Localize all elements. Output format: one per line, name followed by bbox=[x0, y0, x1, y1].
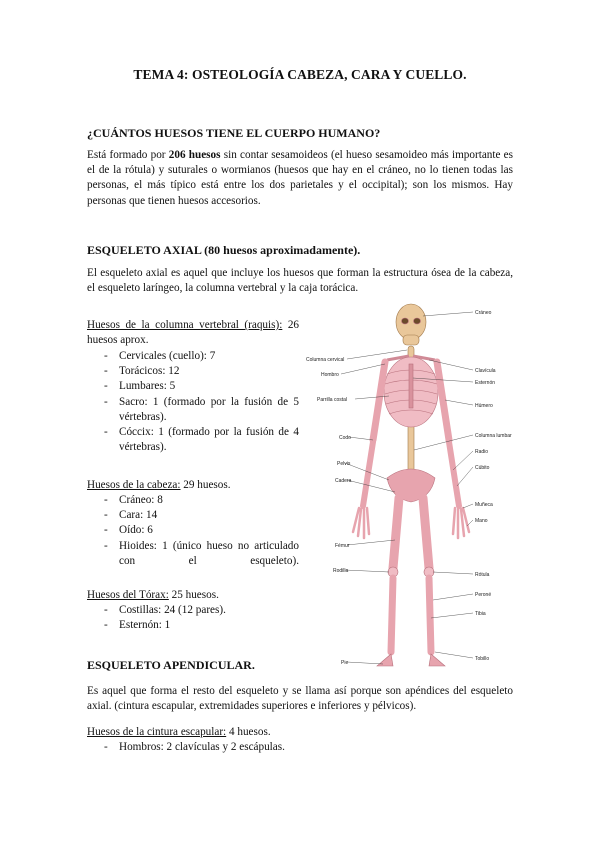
section-heading-apendicular: ESQUELETO APENDICULAR. bbox=[87, 658, 255, 672]
list-item: - Esternón: 1 bbox=[87, 618, 299, 633]
list-item: - Hombros: 2 clavículas y 2 escápulas. bbox=[87, 740, 513, 755]
list-item: - Torácicos: 12 bbox=[87, 364, 299, 379]
cintura-count: 4 huesos. bbox=[226, 726, 271, 738]
text-run: Está formado por bbox=[87, 149, 169, 161]
label-hombro: Hombro bbox=[321, 372, 339, 378]
cabeza-list bbox=[87, 493, 299, 569]
skeleton-illustration bbox=[303, 300, 517, 678]
label-rodilla: Rodilla bbox=[333, 568, 349, 574]
label-clavicula: Clavícula bbox=[475, 368, 496, 374]
text-run: sin contar sesamoideos (el hueso sesamoideo más importante es el de la rótula) y suturales o wormianos (huesos que hay en el cráneo, no lo tienen todas las personas, el más típico está entre los dos parietales y el occipital); son los mismos. Hay personas que tienen huesos accesorios. bbox=[87, 149, 514, 207]
label-codo: Codo bbox=[339, 435, 351, 441]
columna-count: 26 huesos aprox. bbox=[87, 319, 300, 347]
label-tobillo: Tobillo bbox=[475, 656, 490, 662]
label-esternon: Esternón bbox=[475, 380, 496, 386]
label-radio: Radio bbox=[475, 449, 489, 455]
label-columna-cervical: Columna cervical bbox=[306, 357, 345, 363]
label-perone: Peroné bbox=[475, 592, 492, 598]
bold-count: 206 huesos bbox=[168, 149, 221, 161]
list-item: - Cráneo: 8 bbox=[87, 493, 299, 508]
label-cubito: Cúbito bbox=[475, 465, 490, 471]
section-paragraph-axial: El esqueleto axial es aquel que incluye los huesos que forman la estructura ósea de la cabeza, el esqueleto laríngeo, la columna vertebral y la caja torácica. bbox=[87, 267, 513, 295]
label-rotula: Rótula bbox=[475, 572, 490, 578]
torax-label: Huesos del Tórax: bbox=[87, 589, 169, 601]
label-parrilla-costal: Parrilla costal bbox=[317, 397, 348, 403]
label-muneca: Muñeca bbox=[475, 502, 493, 508]
list-item: - Costillas: 24 (12 pares). bbox=[87, 603, 299, 618]
section-heading-axial: ESQUELETO AXIAL (80 huesos aproximadamente). bbox=[87, 243, 361, 257]
section-paragraph-apendicular: Es aquel que forma el resto del esqueleto y se llama así porque son apéndices del esqueleto axial. (cintura escapular, extremidades superiores e inferiores y pélvicos). bbox=[87, 685, 513, 713]
list-item: - Cervicales (cuello): 7 bbox=[87, 349, 299, 364]
label-pie: Pie bbox=[341, 660, 349, 666]
columna-label: Huesos de la columna vertebral (raquis): bbox=[87, 319, 283, 331]
page-title: TEMA 4: OSTEOLOGÍA CABEZA, CARA Y CUELLO. bbox=[133, 67, 467, 82]
torax-count: 25 huesos. bbox=[168, 589, 219, 601]
cabeza-heading bbox=[87, 478, 231, 493]
torax-heading bbox=[87, 588, 219, 603]
skeleton-bones bbox=[353, 304, 469, 666]
section-heading-huesos: ¿CUÁNTOS HUESOS TIENE EL CUERPO HUMANO? bbox=[87, 126, 381, 140]
list-item: - Hioides: 1 (único hueso no articulado con el esqueleto). bbox=[87, 539, 299, 569]
list-item: - Cóccix: 1 (formado por la fusión de 4 vértebras). bbox=[87, 425, 299, 455]
list-item: - Cara: 14 bbox=[87, 508, 299, 523]
skeleton-figure bbox=[303, 300, 517, 678]
section-paragraph-huesos bbox=[87, 148, 513, 209]
cintura-heading bbox=[87, 725, 271, 740]
label-pelvis: Pelvis bbox=[337, 461, 351, 467]
torax-list bbox=[87, 603, 299, 633]
list-item: - Sacro: 1 (formado por la fusión de 5 vértebras). bbox=[87, 395, 299, 425]
label-craneo: Cráneo bbox=[475, 310, 492, 316]
cabeza-label: Huesos de la cabeza: bbox=[87, 479, 181, 491]
columna-list bbox=[87, 349, 299, 455]
label-columna-lumbar: Columna lumbar bbox=[475, 433, 512, 439]
label-mano: Mano bbox=[475, 518, 488, 524]
label-cadera: Cadera bbox=[335, 478, 352, 484]
label-humero: Húmero bbox=[475, 403, 493, 409]
label-femur: Fémur bbox=[335, 543, 350, 549]
cintura-label: Huesos de la cintura escapular: bbox=[87, 726, 227, 738]
cintura-list bbox=[87, 740, 513, 755]
cabeza-count: 29 huesos. bbox=[180, 479, 231, 491]
columna-heading bbox=[87, 318, 299, 348]
list-item: - Oído: 6 bbox=[87, 523, 299, 538]
label-tibia: Tibia bbox=[475, 611, 486, 617]
list-item: - Lumbares: 5 bbox=[87, 379, 299, 394]
